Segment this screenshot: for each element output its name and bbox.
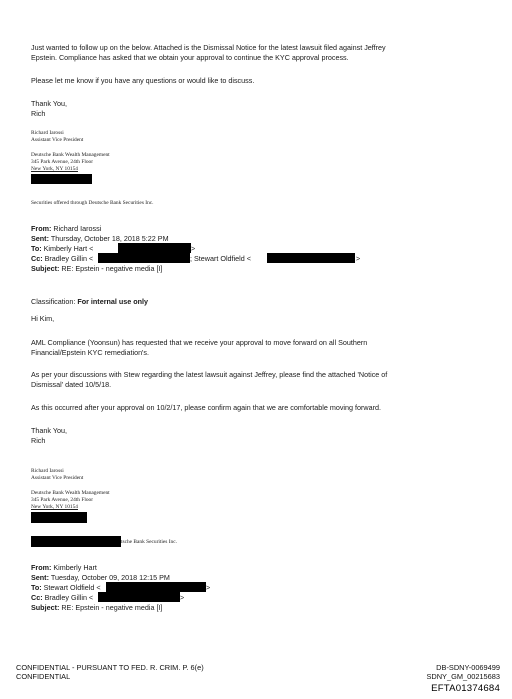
confidential-notice: CONFIDENTIAL - PURSUANT TO FED. R. CRIM. P. 6(e) [16, 663, 204, 672]
sign-off: Thank You, [31, 99, 67, 108]
email-sent: Sent: Thursday, October 18, 2018 5:22 PM [31, 234, 169, 243]
bates-number: EFTA01374684 [431, 683, 500, 694]
body-line: Just wanted to follow up on the below. Attached is the Dismissal Notice for the latest lawsuit filed against Jeffrey [31, 43, 386, 52]
sig-address: 345 Park Avenue, 24th Floor [31, 497, 94, 503]
email-cc-mid: ; Stewart Oldfield < [190, 254, 251, 263]
redaction-box [98, 592, 180, 602]
body-line: As this occurred after your approval on 10/2/17, please confirm again that we are comfortable moving forward. [31, 403, 381, 412]
sig-org: Deutsche Bank Wealth Management [31, 152, 110, 158]
body-line: Dismissal' dated 10/5/18. [31, 380, 112, 389]
redaction-box [98, 253, 190, 263]
sig-disclaimer: Securities offered through Deutsche Bank Securities Inc. [31, 200, 154, 206]
email-to-end: > [191, 244, 196, 253]
email-subject: Subject: RE: Epstein - negative media [I] [31, 603, 163, 612]
classification: Classification: For internal use only [31, 297, 149, 306]
sig-title: Assistant Vice President [31, 475, 84, 481]
sig-name: Richard Iarossi [31, 468, 64, 474]
bates-number: SDNY_GM_00215683 [426, 672, 500, 681]
redaction-box [106, 582, 206, 592]
email-to: To: Kimberly Hart < [31, 244, 94, 253]
signer-name: Rich [31, 436, 46, 445]
redaction-box [31, 174, 92, 184]
email-cc-end: > [356, 254, 361, 263]
redaction-box [31, 512, 87, 523]
sig-address: New York, NY 10154 [31, 166, 78, 172]
email-to: To: Stewart Oldfield < [31, 583, 101, 592]
sig-name: Richard Iarossi [31, 130, 64, 136]
sign-off: Thank You, [31, 426, 67, 435]
email-to-end: > [206, 583, 211, 592]
body-line: As per your discussions with Stew regarding the latest lawsuit against Jeffrey, please find the attached 'Notice of [31, 370, 388, 379]
email-sent: Sent: Tuesday, October 09, 2018 12:15 PM [31, 573, 170, 582]
redaction-box [118, 243, 191, 253]
redaction-box [31, 536, 121, 547]
redaction-box [267, 253, 355, 263]
body-line: Epstein. Compliance has asked that we obtain your approval to continue the KYC approval process. [31, 53, 349, 62]
body-line: Financial/Epstein KYC remediation's. [31, 348, 150, 357]
email-from: From: Richard Iarossi [31, 224, 102, 233]
email-cc: Cc: Bradley Gillin < [31, 593, 94, 602]
confidential-label: CONFIDENTIAL [16, 672, 71, 681]
sig-org: Deutsche Bank Wealth Management [31, 490, 110, 496]
sig-title: Assistant Vice President [31, 137, 84, 143]
email-cc-end: > [180, 593, 185, 602]
body-line: AML Compliance (Yoonsun) has requested that we receive your approval to move forward on all Southern [31, 338, 368, 347]
signer-name: Rich [31, 109, 46, 118]
bates-number: DB-SDNY-0069499 [436, 663, 500, 672]
greeting: Hi Kim, [31, 314, 55, 323]
body-line: Please let me know if you have any questions or would like to discuss. [31, 76, 255, 85]
email-subject: Subject: RE: Epstein - negative media [I] [31, 264, 163, 273]
sig-disclaimer: tsche Bank Securities Inc. [121, 539, 177, 545]
sig-address: New York, NY 10154 [31, 504, 78, 510]
sig-address: 345 Park Avenue, 24th Floor [31, 159, 94, 165]
email-cc: Cc: Bradley Gillin < [31, 254, 94, 263]
email-from: From: Kimberly Hart [31, 563, 97, 572]
